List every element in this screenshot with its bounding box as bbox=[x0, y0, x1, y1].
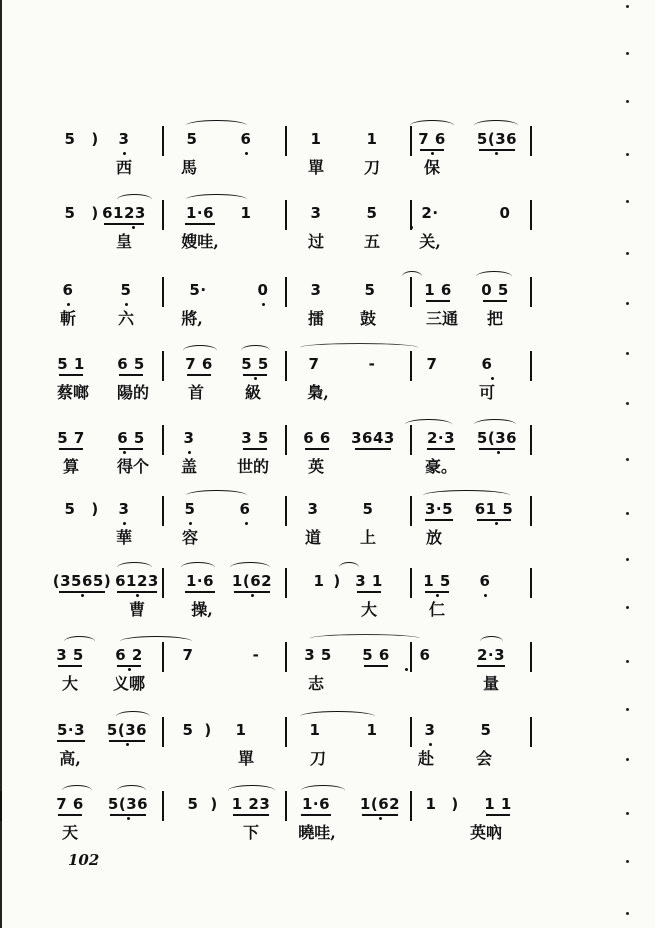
note-token: 7 6 bbox=[185, 355, 213, 373]
octave-dot bbox=[491, 377, 494, 380]
beam-underline bbox=[233, 814, 269, 816]
note-token: 3 bbox=[183, 429, 195, 447]
slur-mark bbox=[300, 711, 375, 722]
octave-dot bbox=[81, 594, 84, 597]
lyric-syllable: 豪。 bbox=[424, 457, 458, 476]
note-token: 5 7 bbox=[57, 429, 85, 447]
margin-speck bbox=[626, 458, 629, 461]
octave-dot bbox=[123, 522, 126, 525]
note-token: 3 bbox=[424, 721, 436, 739]
note-token: 5 6 bbox=[362, 646, 390, 664]
margin-speck bbox=[626, 512, 629, 515]
beam-underline bbox=[483, 300, 507, 302]
music-system bbox=[0, 721, 655, 795]
slur-mark bbox=[186, 194, 247, 205]
note-token: 1 bbox=[366, 130, 378, 148]
lyric-syllable: 世的 bbox=[236, 457, 270, 476]
beam-underline bbox=[486, 814, 510, 816]
note-token: 3 5 bbox=[56, 646, 84, 664]
beam-underline bbox=[187, 374, 211, 376]
note-token: 5 bbox=[184, 500, 196, 518]
note-token: 5 bbox=[366, 204, 378, 222]
octave-dot bbox=[410, 226, 413, 229]
beam-underline bbox=[185, 223, 215, 225]
beam-underline bbox=[425, 519, 453, 521]
slur-mark bbox=[117, 194, 152, 205]
lyric-syllable: 操, bbox=[191, 600, 213, 619]
lyric-syllable: 盖 bbox=[180, 457, 198, 476]
margin-speck bbox=[626, 153, 629, 156]
lyric-syllable: 馬 bbox=[180, 158, 198, 177]
lyric-syllable: 英 bbox=[307, 457, 325, 476]
slur-mark bbox=[183, 345, 217, 356]
note-token: 2· bbox=[421, 204, 439, 222]
note-token: 3 bbox=[310, 204, 322, 222]
note-token: 5 bbox=[480, 721, 492, 739]
note-token: 3 bbox=[307, 500, 319, 518]
note-token: 1·6 bbox=[185, 204, 215, 222]
lyric-syllable: 將, bbox=[181, 309, 203, 328]
lyric-syllable: 下 bbox=[242, 823, 260, 842]
tie-mark bbox=[310, 634, 420, 643]
octave-dot bbox=[132, 226, 135, 229]
note-token: 5 bbox=[64, 130, 76, 148]
note-token: 6 bbox=[240, 130, 252, 148]
lyric-syllable: 梟, bbox=[307, 383, 329, 402]
lyric-syllable: 天 bbox=[61, 823, 79, 842]
margin-speck bbox=[626, 912, 629, 915]
note-token: 5 bbox=[364, 281, 376, 299]
note-token: 1 bbox=[366, 721, 378, 739]
slur-mark bbox=[228, 785, 275, 796]
beam-underline bbox=[104, 223, 144, 225]
bar-line bbox=[162, 351, 164, 381]
lyric-syllable: 刀 bbox=[363, 158, 381, 177]
note-token: 3 5 bbox=[304, 646, 332, 664]
slur-mark bbox=[116, 711, 150, 722]
octave-dot bbox=[245, 522, 248, 525]
slur-mark bbox=[474, 419, 516, 430]
beam-underline bbox=[109, 740, 145, 742]
slur-mark bbox=[339, 562, 359, 573]
note-token: 6 2 bbox=[115, 646, 143, 664]
slur-mark bbox=[476, 271, 512, 282]
note-token: 7 bbox=[426, 355, 438, 373]
note-token: 7 6 bbox=[418, 130, 446, 148]
beam-underline bbox=[119, 448, 143, 450]
note-token: 1·6 bbox=[301, 795, 331, 813]
tie-mark bbox=[300, 343, 418, 352]
bar-line bbox=[410, 642, 412, 672]
note-token: 3·5 bbox=[424, 500, 454, 518]
note-token: 2·3 bbox=[476, 646, 506, 664]
octave-dot bbox=[188, 451, 191, 454]
lyric-syllable: 西 bbox=[115, 158, 133, 177]
beam-underline bbox=[58, 814, 82, 816]
bar-line bbox=[162, 200, 164, 230]
note-token: ) bbox=[204, 721, 212, 739]
lyric-syllable: 志 bbox=[307, 674, 325, 693]
music-system bbox=[0, 500, 655, 574]
beam-underline bbox=[117, 591, 157, 593]
note-token: 6123 bbox=[115, 572, 159, 590]
margin-speck bbox=[626, 402, 629, 405]
note-token: ) bbox=[91, 500, 99, 518]
lyric-syllable: 蔡啷 bbox=[56, 383, 90, 402]
lyric-syllable: 嫂哇, bbox=[181, 232, 219, 251]
slur-mark bbox=[423, 490, 510, 501]
note-token: 1 23 bbox=[231, 795, 271, 813]
note-token: ) bbox=[91, 130, 99, 148]
margin-speck bbox=[626, 558, 629, 561]
note-token: - bbox=[252, 646, 260, 664]
beam-underline bbox=[479, 149, 515, 151]
octave-dot bbox=[251, 594, 254, 597]
bar-line bbox=[410, 791, 412, 821]
bar-line bbox=[162, 791, 164, 821]
lyric-syllable: 三通 bbox=[425, 309, 459, 328]
lyric-syllable: 五 bbox=[363, 232, 381, 251]
octave-dot bbox=[67, 303, 70, 306]
octave-dot bbox=[436, 594, 439, 597]
beam-underline bbox=[426, 300, 450, 302]
octave-dot bbox=[125, 303, 128, 306]
note-token: ) bbox=[210, 795, 218, 813]
octave-dot bbox=[497, 451, 500, 454]
slur-mark bbox=[64, 636, 95, 647]
beam-underline bbox=[301, 814, 331, 816]
bar-line bbox=[410, 351, 412, 381]
slur-mark bbox=[230, 562, 270, 573]
beam-underline bbox=[357, 591, 381, 593]
lyric-syllable: 鼓 bbox=[359, 309, 377, 328]
note-token: 1 bbox=[309, 721, 321, 739]
octave-dot bbox=[431, 152, 434, 155]
beam-underline bbox=[364, 665, 388, 667]
beam-underline bbox=[355, 448, 391, 450]
lyric-syllable: 过 bbox=[307, 232, 325, 251]
slur-mark bbox=[301, 785, 345, 796]
note-token: 5·3 bbox=[56, 721, 86, 739]
note-token: ) bbox=[333, 572, 341, 590]
lyric-syllable: 曉哇, bbox=[298, 823, 336, 842]
bar-line bbox=[285, 568, 287, 598]
octave-dot bbox=[189, 522, 192, 525]
note-token: 6123 bbox=[102, 204, 146, 222]
note-token: 6 bbox=[62, 281, 74, 299]
slur-mark bbox=[405, 419, 452, 430]
bar-line bbox=[285, 126, 287, 156]
note-token: 7 bbox=[182, 646, 194, 664]
slur-mark bbox=[62, 785, 92, 796]
note-token: 3 1 bbox=[355, 572, 383, 590]
slur-mark bbox=[410, 120, 454, 131]
beam-underline bbox=[234, 591, 270, 593]
bar-line bbox=[162, 126, 164, 156]
lyric-syllable: 高, bbox=[59, 749, 81, 768]
note-token: 5 bbox=[182, 721, 194, 739]
note-token: 3 bbox=[118, 130, 130, 148]
bar-line bbox=[530, 126, 532, 156]
beam-underline bbox=[362, 814, 398, 816]
note-token: 0 bbox=[499, 204, 511, 222]
lyric-syllable: 得个 bbox=[116, 457, 150, 476]
lyric-syllable: 会 bbox=[475, 749, 493, 768]
bar-line bbox=[530, 568, 532, 598]
note-token: 1 bbox=[313, 572, 325, 590]
note-token: (3565) bbox=[52, 572, 112, 590]
slur-mark bbox=[186, 120, 247, 131]
note-token: 5(36 bbox=[476, 130, 518, 148]
octave-dot bbox=[254, 377, 257, 380]
note-token: 5 bbox=[64, 204, 76, 222]
margin-speck bbox=[626, 200, 629, 203]
note-token: 1 bbox=[425, 795, 437, 813]
bar-line bbox=[162, 496, 164, 526]
beam-underline bbox=[117, 665, 141, 667]
note-token: 3 bbox=[310, 281, 322, 299]
lyric-syllable: 可 bbox=[478, 383, 496, 402]
note-token: 1 5 bbox=[423, 572, 451, 590]
octave-dot bbox=[136, 594, 139, 597]
note-token: 1 bbox=[235, 721, 247, 739]
octave-dot bbox=[128, 668, 131, 671]
bar-line bbox=[285, 642, 287, 672]
bar-line bbox=[285, 277, 287, 307]
note-token: 1 bbox=[240, 204, 252, 222]
lyric-syllable: 華 bbox=[115, 528, 133, 547]
lyric-syllable: 放 bbox=[425, 528, 443, 547]
octave-dot bbox=[123, 152, 126, 155]
note-token: 5 bbox=[187, 795, 199, 813]
bar-line bbox=[0, 791, 2, 821]
bar-line bbox=[530, 717, 532, 747]
bar-line bbox=[410, 496, 412, 526]
music-system bbox=[0, 355, 655, 429]
octave-dot bbox=[495, 522, 498, 525]
octave-dot bbox=[126, 743, 129, 746]
margin-speck bbox=[626, 5, 629, 8]
note-token: 6 5 bbox=[117, 355, 145, 373]
music-system bbox=[0, 130, 655, 204]
note-token: 1(62 bbox=[231, 572, 273, 590]
margin-speck bbox=[626, 708, 629, 711]
beam-underline bbox=[477, 665, 505, 667]
octave-dot bbox=[495, 152, 498, 155]
bar-line bbox=[285, 425, 287, 455]
margin-speck bbox=[626, 302, 629, 305]
margin-speck bbox=[626, 52, 629, 55]
note-token: 6 6 bbox=[303, 429, 331, 447]
octave-dot bbox=[127, 817, 130, 820]
octave-dot bbox=[379, 817, 382, 820]
note-token: 1 1 bbox=[484, 795, 512, 813]
note-token: 5 1 bbox=[57, 355, 85, 373]
lyric-syllable: 大 bbox=[360, 600, 378, 619]
note-token: 1 6 bbox=[424, 281, 452, 299]
note-token: 5 bbox=[64, 500, 76, 518]
note-token: 61 5 bbox=[474, 500, 514, 518]
note-token: 0 5 bbox=[481, 281, 509, 299]
beam-underline bbox=[479, 448, 515, 450]
lyric-syllable: 擂 bbox=[307, 309, 325, 328]
bar-line bbox=[530, 425, 532, 455]
note-token: 5 bbox=[362, 500, 374, 518]
lyric-syllable: 皇 bbox=[115, 232, 133, 251]
note-token: 3 5 bbox=[241, 429, 269, 447]
note-token: 6 bbox=[419, 646, 431, 664]
note-token: 7 6 bbox=[56, 795, 84, 813]
beam-underline bbox=[305, 448, 329, 450]
lyric-syllable: 算 bbox=[62, 457, 80, 476]
bar-line bbox=[285, 496, 287, 526]
slur-mark bbox=[117, 562, 152, 573]
note-token: 7 bbox=[308, 355, 320, 373]
octave-dot bbox=[484, 594, 487, 597]
octave-dot bbox=[405, 668, 408, 671]
note-token: 3643 bbox=[351, 429, 395, 447]
beam-underline bbox=[59, 448, 83, 450]
note-token: 1(62 bbox=[359, 795, 401, 813]
beam-underline bbox=[477, 519, 511, 521]
beam-underline bbox=[59, 591, 105, 593]
bar-line bbox=[285, 351, 287, 381]
lyric-syllable: 單 bbox=[307, 158, 325, 177]
bar-line bbox=[162, 277, 164, 307]
margin-speck bbox=[626, 100, 629, 103]
lyric-syllable: 量 bbox=[482, 674, 500, 693]
slur-mark bbox=[474, 120, 518, 131]
lyric-syllable: 赴 bbox=[417, 749, 435, 768]
lyric-syllable: 首 bbox=[187, 383, 205, 402]
margin-speck bbox=[626, 252, 629, 255]
margin-speck bbox=[626, 606, 629, 609]
lyric-syllable: 仁 bbox=[428, 600, 446, 619]
bar-line bbox=[410, 717, 412, 747]
bar-line bbox=[285, 717, 287, 747]
note-token: 6 bbox=[239, 500, 251, 518]
note-token: 2·3 bbox=[426, 429, 456, 447]
lyric-syllable: 曹 bbox=[128, 600, 146, 619]
lyric-syllable: 大 bbox=[61, 674, 79, 693]
note-token: 1 bbox=[310, 130, 322, 148]
margin-speck bbox=[626, 660, 629, 663]
bar-line bbox=[285, 791, 287, 821]
note-token: 0 bbox=[257, 281, 269, 299]
beam-underline bbox=[59, 374, 83, 376]
lyric-syllable: 容 bbox=[181, 528, 199, 547]
note-token: 6 bbox=[481, 355, 493, 373]
octave-dot bbox=[245, 152, 248, 155]
note-token: 5(36 bbox=[107, 795, 149, 813]
note-token: - bbox=[368, 355, 376, 373]
lyric-syllable: 陽的 bbox=[116, 383, 150, 402]
lyric-syllable: 义哪 bbox=[112, 674, 146, 693]
margin-speck bbox=[626, 758, 629, 761]
bar-line bbox=[285, 200, 287, 230]
octave-dot bbox=[123, 451, 126, 454]
lyric-syllable: 英吶 bbox=[469, 823, 503, 842]
lyric-syllable: 六 bbox=[117, 309, 135, 328]
bar-line bbox=[530, 351, 532, 381]
bar-line bbox=[530, 200, 532, 230]
slur-mark bbox=[186, 490, 247, 501]
lyric-syllable: 級 bbox=[244, 383, 262, 402]
beam-underline bbox=[243, 374, 267, 376]
slur-mark bbox=[480, 636, 503, 647]
octave-dot bbox=[429, 743, 432, 746]
margin-speck bbox=[626, 812, 629, 815]
slur-mark bbox=[120, 636, 192, 647]
slur-mark bbox=[241, 345, 270, 356]
note-token: 6 bbox=[479, 572, 491, 590]
note-token: ) bbox=[451, 795, 459, 813]
music-system bbox=[0, 646, 655, 720]
beam-underline bbox=[425, 591, 449, 593]
lyric-syllable: 道 bbox=[304, 528, 322, 547]
beam-underline bbox=[110, 814, 146, 816]
margin-speck bbox=[626, 352, 629, 355]
beam-underline bbox=[185, 591, 215, 593]
margin-speck bbox=[626, 860, 629, 863]
lyric-syllable: 关, bbox=[419, 232, 441, 251]
music-system bbox=[0, 204, 655, 278]
lyric-syllable: 把 bbox=[486, 309, 504, 328]
bar-line bbox=[162, 425, 164, 455]
note-token: 1·6 bbox=[185, 572, 215, 590]
bar-line bbox=[530, 277, 532, 307]
page-number: 102 bbox=[68, 851, 100, 869]
lyric-syllable: 上 bbox=[359, 528, 377, 547]
beam-underline bbox=[119, 374, 143, 376]
note-token: 5· bbox=[189, 281, 207, 299]
bar-line bbox=[162, 717, 164, 747]
lyric-syllable: 保 bbox=[423, 158, 441, 177]
slur-mark bbox=[117, 785, 146, 796]
note-token: 3 bbox=[118, 500, 130, 518]
beam-underline bbox=[427, 448, 455, 450]
lyric-syllable: 單 bbox=[237, 749, 255, 768]
lyric-syllable: 斬 bbox=[59, 309, 77, 328]
bar-line bbox=[530, 496, 532, 526]
lyric-syllable: 刀 bbox=[309, 749, 327, 768]
bar-line bbox=[530, 642, 532, 672]
beam-underline bbox=[420, 149, 444, 151]
slur-mark bbox=[402, 271, 422, 282]
beam-underline bbox=[57, 740, 85, 742]
beam-underline bbox=[58, 665, 82, 667]
slur-mark bbox=[181, 562, 215, 573]
note-token: 5 bbox=[186, 130, 198, 148]
beam-underline bbox=[243, 448, 267, 450]
bar-line bbox=[410, 568, 412, 598]
note-token: 5(36 bbox=[476, 429, 518, 447]
note-token: 5 bbox=[120, 281, 132, 299]
note-token: 5(36 bbox=[106, 721, 148, 739]
bar-line bbox=[162, 568, 164, 598]
note-token: 5 5 bbox=[241, 355, 269, 373]
note-token: 6 5 bbox=[117, 429, 145, 447]
note-token: ) bbox=[91, 204, 99, 222]
music-system bbox=[0, 429, 655, 503]
octave-dot bbox=[262, 303, 265, 306]
